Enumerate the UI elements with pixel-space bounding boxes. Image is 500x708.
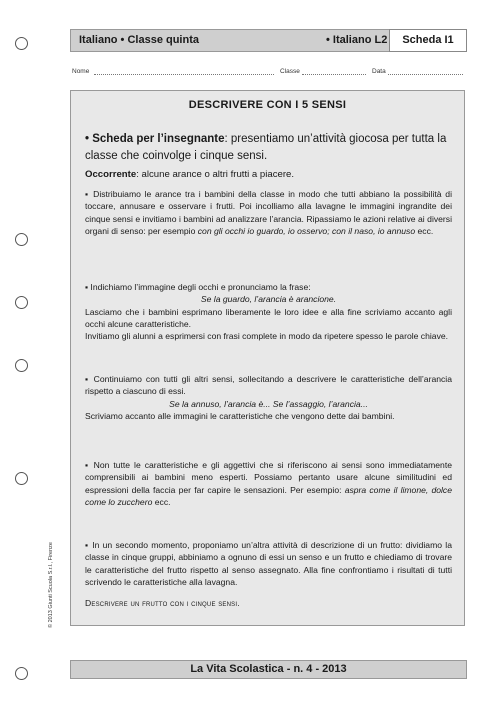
p2-text: ▪ Indichiamo l’immagine degli occhi e pronunciamo la frase: [85, 282, 311, 292]
binder-hole [15, 472, 28, 485]
name-label: Nome [72, 68, 90, 75]
p2-rest2: Invitiamo gli alunni a esprimersi con frasi complete in modo da ripetere spesso le parole chiave. [85, 331, 449, 342]
p3-rest: Scriviamo accanto alle immagini le caratteristiche che vengono dette dai bambini. [85, 410, 395, 421]
p1-italic: con gli occhi io guardo, io osservo; con il naso, io annuso [197, 225, 416, 236]
binder-hole [15, 359, 28, 372]
intro-bold: • Scheda per l’insegnante [85, 133, 225, 145]
paragraph-4 [85, 459, 452, 508]
name-field[interactable] [94, 68, 274, 75]
paragraph-3 [85, 373, 452, 422]
final-activity: Descrivere un frutto con i cinque sensi. [85, 598, 240, 608]
occorrente-label: Occorrente [85, 169, 137, 180]
p1-text: ▪ Distribuiamo le arance tra i bambini della classe in modo che tutti abbiano la possibilità di toccare, annusare e osservare i frutti. Poi incolliamo alla lavagne le immagini ingrandite dei cinque sensi e invitiamo i bambini ad analizzare l’arancia. Ripassiamo le azioni relative ai diversi organi di senso: per esempio [85, 189, 452, 236]
paragraph-2 [85, 281, 452, 342]
occorrente-line [85, 169, 452, 181]
subject-level: • Italiano L2 [326, 34, 388, 46]
binder-hole [15, 296, 28, 309]
p3-text: ▪ Continuiamo con tutti gli altri sensi, sollecitando a descrivere le caratteristiche dell’arancia rispetto a ciascuno di essi. [85, 374, 452, 397]
date-label: Data [372, 68, 386, 75]
p3-quote: Se la annuso, l’arancia è... Se l’assaggio, l’arancia... [169, 398, 368, 409]
binder-hole [15, 667, 28, 680]
binder-hole [15, 233, 28, 246]
p4-end: ecc. [152, 496, 171, 507]
p4-text: ▪ Non tutte le caratteristiche e gli aggettivi che si riferiscono ai sensi sono immediatamente comprensibili ai bambini meno esperti. Possiamo pertanto usare alcune similitudini ed espressioni della faccia per far capire le sensazioni. Per esempio: [85, 460, 452, 495]
class-field[interactable] [302, 68, 366, 75]
p2-rest: Lasciamo che i bambini esprimano liberamente le loro idee e alla fine scriviamo accanto agli occhi alcune caratteristiche. [85, 306, 452, 329]
intro-text: : presentiamo un’attività giocosa per tutta la classe che coinvolge i cinque sensi. [85, 133, 447, 162]
sheet-label: Scheda I1 [389, 29, 467, 52]
student-form-line [70, 68, 465, 78]
occorrente-text: : alcune arance o altri frutti a piacere. [136, 169, 295, 180]
paragraph-5 [85, 539, 452, 588]
p5-text: ▪ In un secondo momento, proponiamo un’altra attività di descrizione di un frutto: dividiamo la classe in cinque gruppi, abbiniamo a ognuno di essi un senso e un frutto e chiediamo di trovare le caratteristiche del frutto rispetto al senso assegnato. Alla fine confrontiamo i risultati di tutti scrivendo le caratteristiche alla lavagna. [85, 540, 452, 587]
binder-hole [15, 37, 28, 50]
intro-paragraph [85, 131, 454, 165]
header-bar [70, 29, 467, 52]
subject-class: Italiano • Classe quinta [79, 34, 199, 46]
footer-bar: La Vita Scolastica - n. 4 - 2013 [70, 660, 467, 679]
p4-italic: aspra come il limone, dolce come lo zucchero [85, 484, 452, 507]
class-label: Classe [280, 68, 300, 75]
copyright: © 2013 Giunti Scuola S.r.l., Firenze [48, 542, 54, 628]
p1-end: ecc. [415, 225, 434, 236]
content-box [70, 90, 465, 626]
date-field[interactable] [388, 68, 463, 75]
paragraph-1 [85, 188, 452, 237]
p2-quote: Se la guardo, l’arancia è arancione. [200, 294, 337, 305]
page-title: DESCRIVERE CON I 5 SENSI [188, 99, 347, 111]
